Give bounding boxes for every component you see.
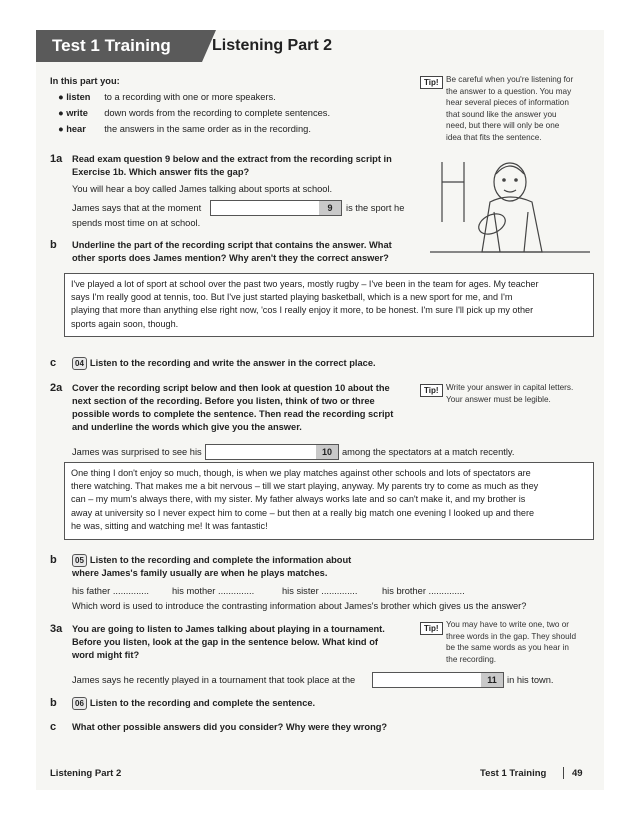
question-1b-text: Underline the part of the recording script that contains the answer. What other sports does James mention? Why aren't they the correct answer? [72,240,392,263]
question-2b-followup: Which word is used to introduce the contrasting information about James's brother which gives us the answer? [72,601,527,611]
question-number: b [50,697,57,709]
question-1a-text: Read exam question 9 below and the extract from the recording script in Exercise 1b. Which answer fits the gap? [72,154,392,177]
question-number: 2a [50,382,63,394]
question-number: b [50,554,57,566]
footer-right: Test 1 Training [480,768,547,779]
question-number: 3a [50,623,63,635]
fill-sister[interactable]: his sister .............. [282,586,358,596]
tip-text-3: You may have to write one, two or three words in the gap. They should be the same words as you hear in the recording. [446,620,577,664]
sentence-line2: spends most time on at school. [72,218,201,228]
page-number: 49 [572,768,583,779]
answer-gap-9[interactable]: 9 [210,200,342,216]
footer-divider [563,767,564,779]
intro-list [58,91,398,136]
fill-mother[interactable]: his mother .............. [172,586,255,596]
question-2b-text: 05 Listen to the recording and complete the information about where James's family usually are when he plays matches. [72,555,352,578]
sentence-before: James says he recently played in a tournament that took place at the [72,675,356,685]
question-1c-text: 04 Listen to the recording and write the answer in the correct place. [72,357,376,370]
question-1a-sub: You will hear a boy called James talking about sports at school. [72,184,333,194]
sentence-after: is the sport he [346,203,405,213]
cd-track-icon[interactable]: 06 [72,697,87,710]
question-number: c [50,721,57,733]
sentence-before: James was surprised to see his [72,447,202,457]
cd-track-icon[interactable]: 05 [72,554,87,567]
question-number: b [50,239,57,251]
footer-left: Listening Part 2 [50,768,122,779]
tip-tag: Tip! [420,76,443,89]
section-title: Listening Part 2 [212,37,333,54]
tip-tag: Tip! [420,384,443,397]
rugby-player-illustration [430,152,590,270]
sentence-after: among the spectators at a match recently. [342,447,515,457]
cd-track-icon[interactable]: 04 [72,357,87,370]
intro-item: ● hear the answers in the same order as in the recording. [58,124,311,134]
recording-script-1: I've played a lot of sport at school over the past two years, mostly rugby – I've been in the team for ages. My teacher says I'm really good at tennis, too. But I've just started playing basketball, which is a new sport for me, and I'm playing that more than anything else right now, 'cos I really enjoy it more, to be honest. I'm sure I'll pick up my other sports again soon, though. [64,273,594,337]
sentence-after: in his town. [507,675,554,685]
question-3c-text: What other possible answers did you consider? Why were they wrong? [72,722,388,732]
tip-tag: Tip! [420,622,443,635]
intro-title: In this part you: [50,76,120,86]
intro-item: ● listen to a recording with one or more speakers. [58,92,276,102]
answer-gap-11[interactable]: 11 [372,672,504,688]
sentence-before: James says that at the moment [72,203,202,213]
question-2a-text: Cover the recording script below and then look at question 10 about the next section of the recording. Before you listen, think of two or three possible words to complete the sentence. Then read the recording script and underline the words which give you the answer. [72,383,394,432]
answer-gap-10[interactable]: 10 [205,444,339,460]
recording-script-2: One thing I don't enjoy so much, though, is when we play matches against other schools and lots of spectators are there watching. That makes me a bit nervous – till we start playing, anyway. My parents try to come as much as they can – my mum's always there, with my sister. My father always works late and so can't make it, and my brother is away at university so I never expect him to come – but then at a really big match one evening I looked up and there he was, sitting and watching me! It was fantastic! [64,462,594,540]
question-3b-text: 06 Listen to the recording and complete the sentence. [72,697,315,710]
intro-item: ● write down words from the recording to complete sentences. [58,108,331,118]
fill-brother[interactable]: his brother .............. [382,586,465,596]
test-label: Test 1 Training [36,30,202,62]
question-number: 1a [50,153,63,165]
tip-text-2: Write your answer in capital letters. Your answer must be legible. [446,383,574,404]
question-3a-text: You are going to listen to James talking about playing in a tournament. Before you listen, look at the gap in the sentence below. What kind of word might fit? [72,624,385,660]
tip-text-1: Be careful when you're listening for the answer to a question. You may hear several pieces of information that sound like the answer you need, but there will only be one idea that fits the sentence. [446,75,574,142]
fill-father[interactable]: his father .............. [72,586,149,596]
question-number: c [50,357,57,369]
